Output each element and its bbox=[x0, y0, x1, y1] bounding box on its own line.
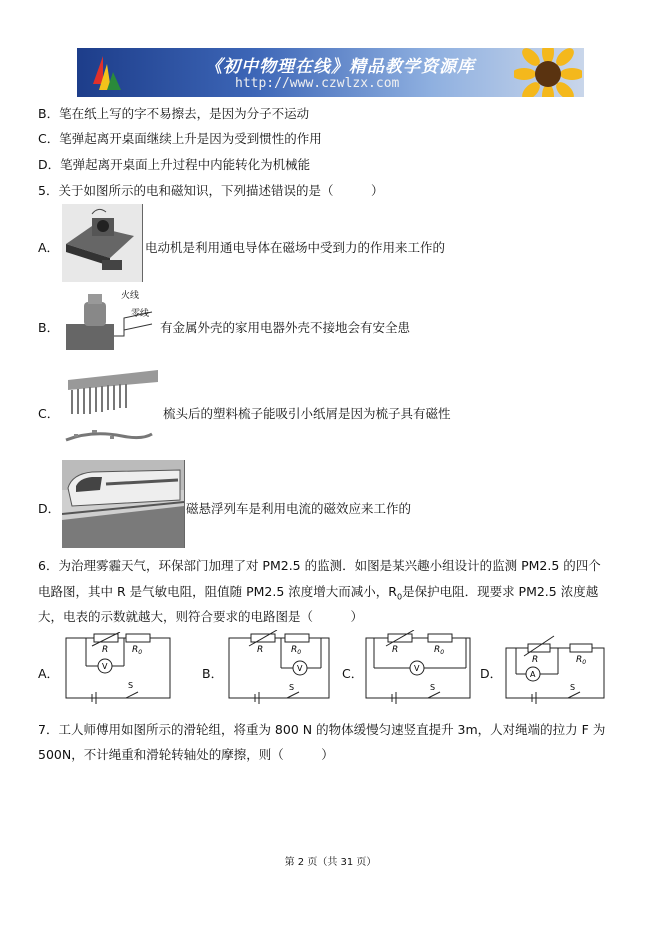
switch-label: S bbox=[128, 681, 134, 690]
circuit-diagram-c bbox=[362, 630, 474, 706]
page-footer: 第 2 页（共 31 页） bbox=[284, 857, 377, 868]
site-logo-icon bbox=[89, 54, 125, 92]
q7-stem-line2: 500N，不计绳重和滑轮转轴处的摩擦，则（ ） bbox=[38, 747, 334, 762]
divider bbox=[184, 460, 185, 548]
voltmeter-icon: V bbox=[102, 662, 108, 671]
banner-title: 《初中物理在线》精品教学资源库 bbox=[205, 57, 475, 77]
q4-option-c: C．笔弹起离开桌面继续上升是因为受到惯性的作用 bbox=[38, 131, 322, 146]
resistor-r-label: R bbox=[532, 655, 539, 665]
maglev-train-photo bbox=[62, 460, 184, 548]
resistor-r0-label: $R_0$ bbox=[291, 645, 302, 656]
q5-option-b-text: 有金属外壳的家用电器外壳不接地会有安全患 bbox=[160, 320, 411, 335]
resistor-r-label: R bbox=[392, 645, 399, 655]
resistor-r0-label: $R_0$ bbox=[576, 655, 587, 666]
switch-label: S bbox=[289, 683, 295, 692]
circuit-diagram-a bbox=[62, 632, 174, 706]
circuit-diagram-d bbox=[502, 630, 608, 706]
live-wire-label: 火线 bbox=[121, 291, 140, 301]
q6-option-b-label: B． bbox=[202, 666, 224, 681]
circuit-diagram-b bbox=[225, 630, 333, 706]
q6-stem-line1: 6．为治理雾霾天气，环保部门加理了对 PM2.5 的监测．如图是某兴趣小组设计的监测 PM2.5 的四个 bbox=[38, 558, 601, 573]
q6-option-a-label: A． bbox=[38, 666, 60, 681]
comb-photo bbox=[62, 364, 160, 450]
q6-stem-line3: 大，电表的示数就越大，则符合要求的电路图是（ ） bbox=[38, 609, 364, 624]
q7-stem-line1: 7．工人师傅用如图所示的滑轮组，将重为 800 N 的物体缓慢匀速竖直提升 3m，人对绳端的拉力 F 为 bbox=[38, 722, 606, 737]
q5-option-a-text: 电动机是利用通电导体在磁场中受到力的作用来工作的 bbox=[145, 240, 446, 255]
sunflower-icon bbox=[514, 48, 582, 97]
q5-option-b-label: B． bbox=[38, 320, 60, 335]
q4-option-b: B．笔在纸上写的字不易擦去，是因为分子不运动 bbox=[38, 106, 310, 121]
voltmeter-icon: V bbox=[297, 664, 303, 673]
q5-stem: 5．关于如图所示的电和磁知识，下列描述错误的是（ ） bbox=[38, 183, 384, 198]
motor-photo bbox=[62, 204, 142, 282]
switch-label: S bbox=[430, 683, 436, 692]
switch-label: S bbox=[570, 683, 576, 692]
banner-url: http://www.czwlzx.com bbox=[235, 76, 400, 91]
divider bbox=[142, 204, 143, 282]
ammeter-icon: A bbox=[530, 670, 536, 679]
q6-option-c-label: C． bbox=[342, 666, 364, 681]
header-banner bbox=[77, 48, 584, 97]
voltmeter-icon: V bbox=[414, 664, 420, 673]
appliance-photo bbox=[62, 290, 156, 352]
resistor-r0-label: $R_0$ bbox=[434, 645, 445, 656]
resistor-r0-label: $R_0$ bbox=[132, 645, 143, 656]
q5-option-c-label: C． bbox=[38, 406, 60, 421]
q5-option-d-label: D． bbox=[38, 501, 61, 516]
q5-option-a-label: A． bbox=[38, 240, 60, 255]
q6-option-d-label: D． bbox=[480, 666, 503, 681]
q4-option-d: D．笔弹起离开桌面上升过程中内能转化为机械能 bbox=[38, 157, 311, 172]
q5-option-c-text: 梳头后的塑料梳子能吸引小纸屑是因为梳子具有磁性 bbox=[163, 406, 451, 421]
resistor-r-label: R bbox=[102, 645, 109, 655]
q6-stem-line2: 电路图，其中 R 是气敏电阻，阻值随 PM2.5 浓度增大而减小，$R_0$是保护电阻．现要求 PM2.5 浓度越 bbox=[38, 584, 599, 602]
resistor-r-label: R bbox=[257, 645, 264, 655]
q5-option-d-text: 磁悬浮列车是利用电流的磁效应来工作的 bbox=[186, 501, 412, 516]
ground-wire-label: 零线 bbox=[131, 309, 150, 319]
